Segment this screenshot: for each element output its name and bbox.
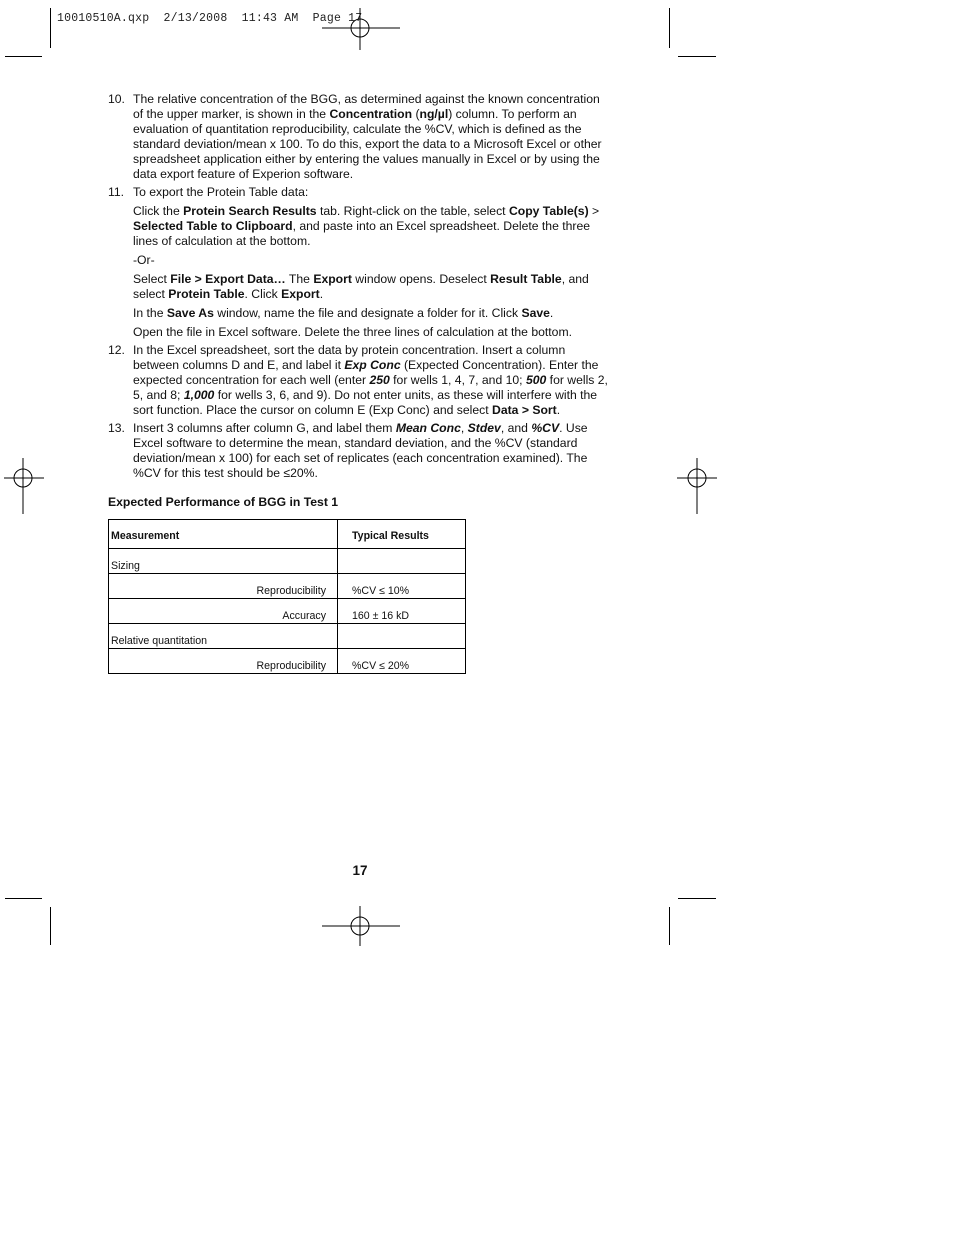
body-text: . Use Excel software to determine the mean, standard deviation, and the %CV (standard deviation/mean x 100) for each set of replicates (each concentration examined). The %CV for this test should be ≤20%.	[133, 421, 588, 480]
step	[108, 185, 612, 340]
emphasis-text: Result Table	[490, 272, 562, 286]
body-text: .	[319, 287, 324, 301]
measurement-cell: Reproducibility	[109, 649, 338, 674]
crop-mark-bottom-left-v	[50, 907, 51, 945]
body-text: >	[588, 204, 600, 218]
body-text: .	[556, 403, 561, 417]
registration-mark-top-icon	[322, 8, 400, 50]
body-text: The relative concentration of the BGG, as determined against the known concentration of the upper marker, is shown in the	[133, 92, 600, 121]
step	[108, 421, 612, 481]
step-paragraph	[133, 343, 612, 418]
body-text: for wells 2, 5, and 8;	[133, 373, 608, 402]
body-text: In the	[133, 306, 167, 320]
performance-table	[108, 519, 466, 674]
slug-date: 2/13/2008	[163, 12, 228, 25]
emphasis-text: Save As	[166, 306, 214, 320]
emphasis-text: 500	[525, 373, 547, 387]
crop-mark-top-left-h	[5, 56, 42, 57]
step-paragraph	[133, 272, 612, 302]
registration-mark-left-icon	[4, 458, 44, 514]
print-slug	[57, 12, 362, 25]
emphasis-text: Export	[313, 272, 352, 286]
body-text: window, name the file and designate a folder for it. Click	[213, 306, 522, 320]
table-row	[109, 549, 466, 574]
emphasis-text: Protein Search Results	[183, 204, 317, 218]
emphasis-text: Data > Sort	[492, 403, 557, 417]
body-text: Open the file in Excel software. Delete the three lines of calculation at the bottom.	[133, 325, 572, 339]
measurement-cell: Sizing	[109, 549, 338, 574]
body-text: To export the Protein Table data:	[133, 185, 309, 199]
table-row	[109, 574, 466, 599]
crop-mark-top-right-h	[678, 56, 716, 57]
emphasis-text: Copy Table(s)	[508, 204, 589, 218]
step	[108, 343, 612, 418]
emphasis-text: Mean Conc	[395, 421, 461, 435]
emphasis-text: Protein Table	[168, 287, 245, 301]
step	[108, 92, 612, 182]
emphasis-text: File > Export Data…	[170, 272, 286, 286]
emphasis-text: 250	[369, 373, 390, 387]
emphasis-text: Selected Table to Clipboard	[133, 219, 293, 233]
table-header-cell: Typical Results	[338, 520, 466, 549]
table-row	[109, 649, 466, 674]
table-header-cell: Measurement	[109, 520, 338, 549]
emphasis-text: Save	[521, 306, 550, 320]
measurement-cell: Relative quantitation	[109, 624, 338, 649]
crop-mark-top-right-v	[669, 8, 670, 48]
body-text: ,	[460, 421, 468, 435]
result-cell: %CV ≤ 10%	[338, 574, 466, 599]
body-text: , and	[500, 421, 532, 435]
procedure-steps	[108, 92, 612, 484]
emphasis-text: Export	[281, 287, 320, 301]
table-title: Expected Performance of BGG in Test 1	[108, 495, 339, 509]
crop-mark-bottom-left-h	[5, 898, 42, 899]
step-number: 13.	[108, 421, 125, 435]
registration-mark-bottom-icon	[322, 906, 400, 946]
step-paragraph	[133, 325, 612, 340]
step-paragraph	[133, 253, 612, 268]
body-text: window opens. Deselect	[351, 272, 491, 286]
body-text: -Or-	[133, 253, 155, 267]
result-cell: %CV ≤ 20%	[338, 649, 466, 674]
emphasis-text: ng/µl	[419, 107, 449, 121]
body-text: .	[549, 306, 554, 320]
page-number: 17	[352, 863, 368, 878]
measurement-cell: Accuracy	[109, 599, 338, 624]
emphasis-text: Exp Conc	[344, 358, 401, 372]
body-text: , and select	[133, 272, 589, 301]
step-paragraph	[133, 204, 612, 249]
result-cell: 160 ± 16 kD	[338, 599, 466, 624]
body-text: tab. Right-click on the table, select	[316, 204, 509, 218]
body-text: Insert 3 columns after column G, and label them	[133, 421, 396, 435]
result-cell	[338, 549, 466, 574]
measurement-cell: Reproducibility	[109, 574, 338, 599]
body-text: for wells 1, 4, 7, and 10;	[389, 373, 526, 387]
step-paragraph	[133, 421, 612, 481]
body-text: . Click	[244, 287, 282, 301]
body-text: ) column. To perform an evaluation of quantitation reproducibility, calculate the %CV, which is defined as the standard deviation/mean x 100. To do this, export the data to a Microsoft Excel or other spreadsheet application either by entering the values manually in Excel or by using the data export feature of Experion software.	[133, 107, 602, 181]
crop-mark-bottom-right-h	[678, 898, 716, 899]
emphasis-text: 1,000	[183, 388, 215, 402]
table-row	[109, 599, 466, 624]
slug-filename: 10010510A.qxp	[57, 12, 150, 25]
body-text: Select	[133, 272, 171, 286]
step-number: 10.	[108, 92, 125, 106]
emphasis-text: %CV	[531, 421, 560, 435]
emphasis-text: Stdev	[467, 421, 501, 435]
table-header-row	[109, 520, 466, 549]
step-paragraph	[133, 306, 612, 321]
step-number: 12.	[108, 343, 125, 357]
body-text: , and paste into an Excel spreadsheet. Delete the three lines of calculation at the bottom.	[133, 219, 591, 248]
body-text: for wells 3, 6, and 9). Do not enter units, as these will interfere with the sort function. Place the cursor on column E (Exp Conc) and select	[133, 388, 598, 417]
body-text: (	[412, 107, 420, 121]
emphasis-text: Concentration	[329, 107, 413, 121]
slug-time: 11:43 AM	[241, 12, 299, 25]
step-paragraph	[133, 185, 612, 200]
slug-page: Page 17	[312, 12, 363, 25]
body-text: Click the	[133, 204, 184, 218]
step-number: 11.	[108, 185, 125, 199]
crop-mark-top-left-v	[50, 8, 51, 48]
crop-mark-bottom-right-v	[669, 907, 670, 945]
result-cell	[338, 624, 466, 649]
table-row	[109, 624, 466, 649]
registration-mark-right-icon	[677, 458, 717, 514]
body-text: (Expected Concentration). Enter the expected concentration for each well (enter	[133, 358, 599, 387]
body-text: In the Excel spreadsheet, sort the data by protein concentration. Insert a column between columns D and E, and label it	[133, 343, 566, 372]
step-paragraph	[133, 92, 612, 182]
body-text: The	[285, 272, 314, 286]
